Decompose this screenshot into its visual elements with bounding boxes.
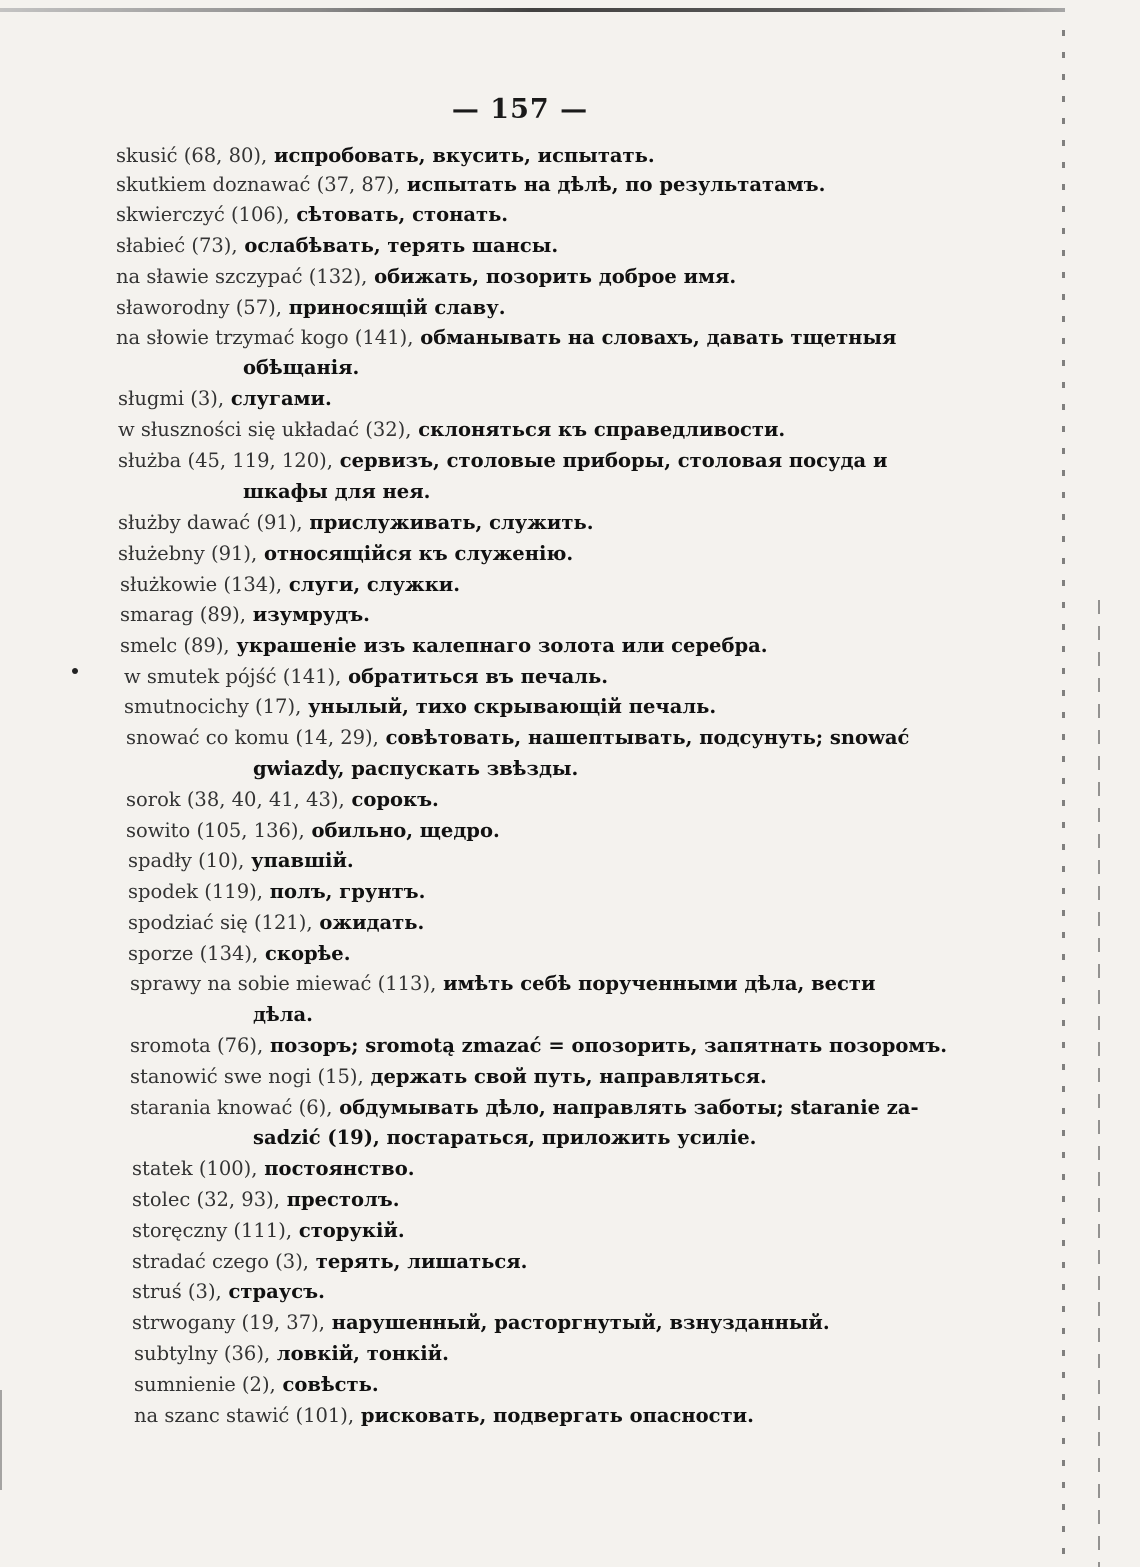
glossary-entry <box>134 1371 379 1399</box>
entry-polish-term: służebny (91), <box>118 542 258 565</box>
right-scan-edge-outer <box>1098 600 1100 1567</box>
entry-polish-term: sławorodny (57), <box>116 296 282 319</box>
glossary-entry <box>116 142 655 170</box>
entry-russian-gloss: испробовать, вкусить, испытать. <box>267 144 655 167</box>
glossary-entry <box>128 909 424 937</box>
entry-russian-gloss: украшеніе изъ калепнаго золота или серебра. <box>229 634 768 657</box>
entry-continuation: обѣщанія. <box>243 356 360 379</box>
glossary-entry <box>120 632 768 660</box>
glossary-entry <box>126 786 439 814</box>
glossary-entry <box>116 324 896 352</box>
top-border-rule <box>0 8 1065 12</box>
entry-polish-term: skwierczyć (106), <box>116 203 290 226</box>
entry-russian-gloss: полъ, грунтъ. <box>262 880 426 903</box>
glossary-entry <box>132 1248 527 1276</box>
entry-russian-gloss: сорокъ. <box>344 788 439 811</box>
glossary-entry <box>134 1402 754 1430</box>
glossary-entry <box>130 1063 767 1091</box>
entry-continuation: шкафы для нея. <box>243 480 431 503</box>
glossary-entry <box>132 1278 325 1306</box>
glossary-entry <box>126 817 500 845</box>
entry-russian-gloss: совѣсть. <box>275 1373 379 1396</box>
entry-polish-term: służkowie (134), <box>120 573 283 596</box>
glossary-entry <box>134 1340 449 1368</box>
entry-russian-gloss: слугами. <box>224 387 332 410</box>
entry-polish-term: stanowić swe nogi (15), <box>130 1065 364 1088</box>
entry-polish-term: sługmi (3), <box>118 387 225 410</box>
entry-russian-gloss: ожидать. <box>312 911 425 934</box>
entry-polish-term: statek (100), <box>132 1157 258 1180</box>
glossary-entry <box>132 1217 405 1245</box>
glossary-entry <box>128 878 425 906</box>
entry-russian-gloss: рисковать, подвергать опасности. <box>354 1404 754 1427</box>
entry-polish-term: służba (45, 119, 120), <box>118 449 333 472</box>
entry-russian-gloss: обманывать на словахъ, давать тщетныя <box>413 326 897 349</box>
entry-polish-term: słabieć (73), <box>116 234 238 257</box>
entry-russian-gloss: сторукій. <box>292 1219 405 1242</box>
entry-russian-gloss: изумрудъ. <box>245 603 370 626</box>
entry-russian-gloss: ослабѣвать, терять шансы. <box>237 234 559 257</box>
glossary-entry <box>132 1155 415 1183</box>
entry-russian-gloss: обильно, щедро. <box>304 819 500 842</box>
entry-polish-term: storęczny (111), <box>132 1219 293 1242</box>
glossary-entry <box>130 1094 919 1122</box>
entry-polish-term: w smutek pójść (141), <box>124 665 342 688</box>
entry-russian-gloss: склоняться къ справедливости. <box>411 418 786 441</box>
entry-russian-gloss: страусъ. <box>221 1280 325 1303</box>
glossary-entry <box>130 970 875 998</box>
entry-polish-term: stolec (32, 93), <box>132 1188 280 1211</box>
glossary-entry <box>118 509 594 537</box>
entry-russian-gloss: испытать на дѣлѣ, по результатамъ. <box>400 173 826 196</box>
glossary-entry <box>132 1186 399 1214</box>
entry-russian-gloss: скорѣе. <box>258 942 351 965</box>
glossary-entry <box>128 940 351 968</box>
entry-russian-gloss: ловкій, тонкій. <box>270 1342 449 1365</box>
glossary-entry <box>118 416 785 444</box>
entry-russian-gloss: совѣтовать, нашептывать, подсунуть; snować <box>378 726 910 749</box>
glossary-entry <box>126 724 909 752</box>
entry-polish-term: snować co komu (14, 29), <box>126 726 379 749</box>
entry-polish-term: na sławie szczypać (132), <box>116 265 368 288</box>
entry-polish-term: sowito (105, 136), <box>126 819 305 842</box>
entry-polish-term: spadły (10), <box>128 849 245 872</box>
entry-russian-gloss: прислуживать, служить. <box>302 511 594 534</box>
glossary-entry <box>128 847 354 875</box>
entry-russian-gloss: обижать, позорить доброе имя. <box>367 265 737 288</box>
entry-polish-term: starania knować (6), <box>130 1096 333 1119</box>
entry-polish-term: struś (3), <box>132 1280 222 1303</box>
entry-russian-gloss: сервизъ, столовые приборы, столовая посуда и <box>332 449 888 472</box>
entry-polish-term: na szanc stawić (101), <box>134 1404 355 1427</box>
entry-polish-term: sprawy na sobie miewać (113), <box>130 972 437 995</box>
entry-polish-term: smutnocichy (17), <box>124 695 302 718</box>
entry-polish-term: sromota (76), <box>130 1034 264 1057</box>
entry-russian-gloss: относящійся къ служенію. <box>257 542 574 565</box>
entry-polish-term: spodziać się (121), <box>128 911 313 934</box>
glossary-entry <box>124 663 608 691</box>
margin-dot <box>72 668 78 674</box>
entry-continuation: дѣла. <box>253 1003 313 1026</box>
entry-russian-gloss: обратиться въ печаль. <box>341 665 609 688</box>
entry-russian-gloss: имѣть себѣ порученными дѣла, вести <box>436 972 876 995</box>
right-scan-edge <box>1062 30 1065 1567</box>
glossary-entry <box>116 232 558 260</box>
entry-polish-term: sporze (134), <box>128 942 259 965</box>
entry-russian-gloss: слуги, служки. <box>282 573 461 596</box>
glossary-entry <box>118 540 573 568</box>
glossary-entry <box>118 385 332 413</box>
entry-polish-term: smarag (89), <box>120 603 246 626</box>
entry-russian-gloss: унылый, тихо скрывающій печаль. <box>301 695 717 718</box>
entry-polish-term: stradać czego (3), <box>132 1250 309 1273</box>
glossary-entry <box>116 201 508 229</box>
entry-russian-gloss: обдумывать дѣло, направлять заботы; staranie za- <box>332 1096 919 1119</box>
entry-russian-gloss: приносящій славу. <box>281 296 506 319</box>
glossary-entry <box>116 171 825 199</box>
glossary-entry <box>116 294 506 322</box>
entry-russian-gloss: престолъ. <box>279 1188 400 1211</box>
entry-russian-gloss: сѣтовать, стонать. <box>289 203 509 226</box>
entry-polish-term: służby dawać (91), <box>118 511 303 534</box>
glossary-entry <box>124 693 716 721</box>
glossary-entry <box>120 601 370 629</box>
entry-polish-term: smelc (89), <box>120 634 230 657</box>
entry-russian-gloss: нарушенный, расторгнутый, взнузданный. <box>324 1311 830 1334</box>
entry-russian-gloss: держать свой путь, направляться. <box>363 1065 767 1088</box>
entry-russian-gloss: позоръ; sromotą zmazać = опозорить, запятнать позоромъ. <box>263 1034 948 1057</box>
entry-polish-term: na słowie trzymać kogo (141), <box>116 326 414 349</box>
entry-polish-term: sumnienie (2), <box>134 1373 276 1396</box>
glossary-entry <box>118 447 887 475</box>
entry-polish-term: skusić (68, 80), <box>116 144 268 167</box>
page-number: — 157 — <box>451 94 589 125</box>
entry-polish-term: subtylny (36), <box>134 1342 271 1365</box>
entry-polish-term: sorok (38, 40, 41, 43), <box>126 788 345 811</box>
glossary-entry <box>132 1309 830 1337</box>
glossary-entry <box>116 263 736 291</box>
entry-russian-gloss: терять, лишаться. <box>309 1250 528 1273</box>
entry-continuation: sadzić (19), постараться, приложить усиліе. <box>253 1126 757 1149</box>
entry-russian-gloss: упавшій. <box>244 849 354 872</box>
glossary-entry <box>120 571 460 599</box>
entry-russian-gloss: постоянство. <box>257 1157 415 1180</box>
entry-polish-term: spodek (119), <box>128 880 263 903</box>
entry-continuation: gwiazdy, распускать звѣзды. <box>253 757 579 780</box>
glossary-entry <box>130 1032 947 1060</box>
entry-polish-term: skutkiem doznawać (37, 87), <box>116 173 401 196</box>
entry-polish-term: w słuszności się układać (32), <box>118 418 412 441</box>
left-scan-edge <box>0 1390 2 1490</box>
entry-polish-term: strwogany (19, 37), <box>132 1311 325 1334</box>
